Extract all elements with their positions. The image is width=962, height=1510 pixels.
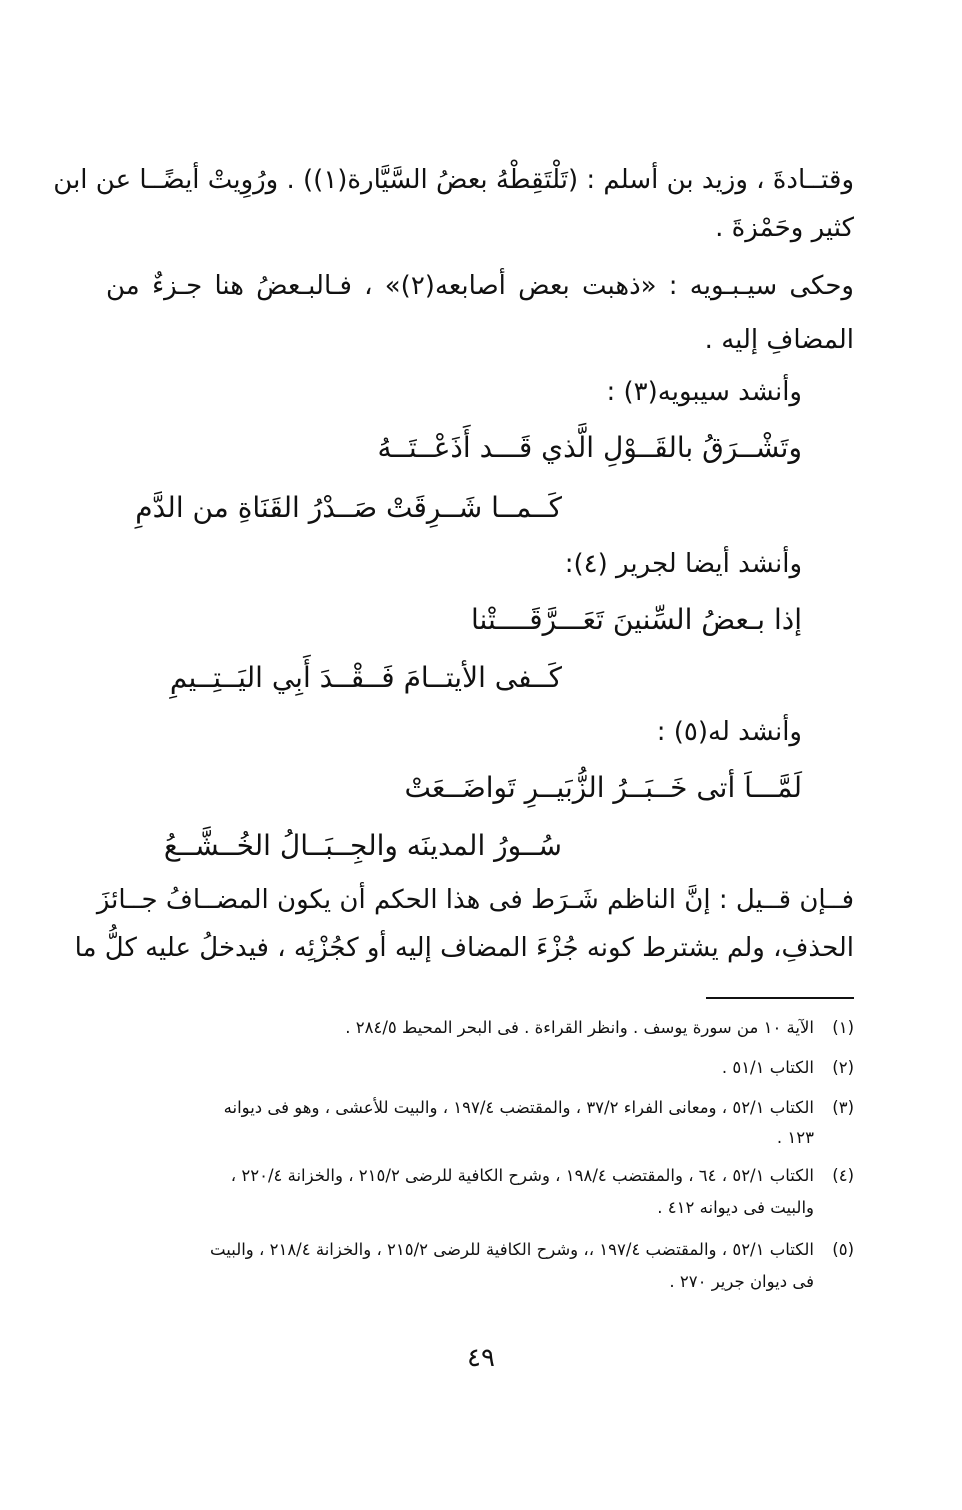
footnote-text: الكتاب ٥٢/١ ، ومعانى الفراء ٣٧/٢ ، والمقتضب ١٩٧/٤ ، والبيت للأعشى ، وهو فى ديوانه	[223, 1098, 814, 1117]
verse-line: وتَشْــرَقُ بالقَــوْلِ الَّذي قَـــد أَذَعْــتَــهُ	[377, 431, 802, 464]
body-line: كثير وحَمْزةَ .	[715, 213, 854, 243]
body-line: وأنشد سيبويه(٣) :	[606, 377, 802, 407]
verse-line: لَمَّـــاَ أتى خَــبَــرُ الزُّبَيــرِ تَواضَــعَتْ	[404, 771, 802, 804]
footnote-number: (٥)	[832, 1240, 854, 1259]
verse-line: إذا بـعضُ السِّنينَ تَعَـــرَّقَــــتْنا	[470, 603, 802, 636]
footnote-number: (٣)	[832, 1098, 854, 1117]
page-number: ٤٩	[467, 1343, 495, 1373]
footnote-text: الكتاب ٥١/١ .	[721, 1058, 814, 1077]
footnote-text: الكتاب ٥٢/١ ، ٦٤ ، والمقتضب ١٩٨/٤ ، وشرح الكافية للرضى ٢١٥/٢ ، والخزانة ٢٢٠/٤ ،	[230, 1166, 814, 1185]
body-line: وحكى سيـبـويه : «ذهبت بعض أصابعه(٢)» ، فـالبـعضُ هنا جـزءٌ من	[106, 271, 854, 301]
footnote-text: الآية ١٠ من سورة يوسف . وانظر القراءة . فى البحر المحيط ٢٨٤/٥ .	[345, 1018, 814, 1037]
body-line: وقتــادةَ ، وزيد بن أسلم : (تَلْتَقِطْهُ بعضُ السَّيَّارة(١)) . ورُوِيتْ أيضًــا عن ابن	[53, 165, 854, 195]
verse-line: سُــورُ المدينَه والجِــبَــالُ الخُــشَّــعُ	[163, 829, 562, 862]
footnote-number: (٢)	[832, 1058, 854, 1077]
verse-line: كَــمــا شَــرِقَتْ صَــدْرُ القَنَاةِ من الدَّمِ	[135, 491, 562, 524]
footnote-text: الكتاب ٥٢/١ ، والمقتضب ١٩٧/٤ ،، وشرح الكافية للرضى ٢١٥/٢ ، والخزانة ٢١٨/٤ ، والبيت	[210, 1240, 814, 1259]
footnote-separator	[706, 997, 854, 999]
footnote-text: فى ديوان جرير ٢٧٠ .	[669, 1272, 814, 1291]
body-line: المضافِ إليه .	[704, 325, 854, 355]
body-line: فــإن قــيل : إنَّ الناظم شَـرَط فى هذا الحكم أن يكون المضــافُ جــائزَ	[96, 885, 854, 915]
footnote-text: والبيت فى ديوانه ٤١٢ .	[657, 1198, 814, 1217]
footnote-number: (٤)	[832, 1166, 854, 1185]
verse-line: كَــفى الأيتــامَ فَــقْــدَ أَبِي اليَــتِــيمِ	[169, 661, 562, 694]
body-line: وأنشد له(٥) :	[656, 717, 802, 747]
footnote-number: (١)	[832, 1018, 854, 1037]
body-line: الحذفِ، ولم يشترط كونه جُزْءَ المضاف إليه أو كجُزْئِه ، فيدخلُ عليه كلُّ ما	[74, 933, 854, 963]
body-line: وأنشد أيضا لجرير (٤):	[564, 549, 802, 579]
footnote-text: ١٢٣ .	[776, 1128, 814, 1147]
